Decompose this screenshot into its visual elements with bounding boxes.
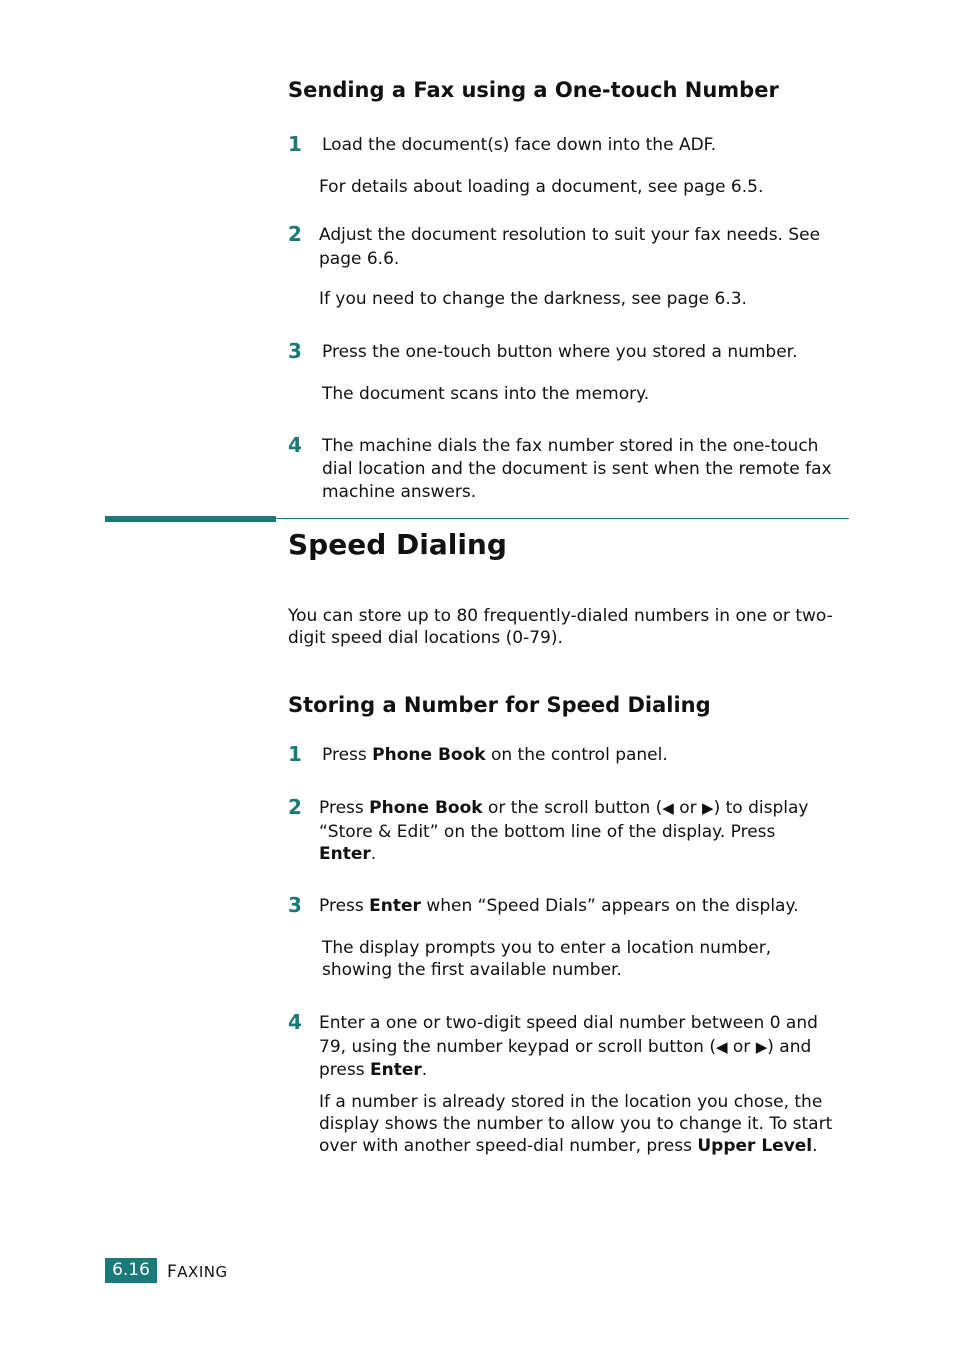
step-text: machine answers. xyxy=(322,482,477,502)
step-note: showing the first available number. xyxy=(322,960,622,980)
step-number: 4 xyxy=(288,433,302,457)
section-rule-thick xyxy=(105,516,276,522)
step-text: Press Enter when “Speed Dials” appears on the display. xyxy=(319,896,799,916)
step-text: Press Phone Book on the control panel. xyxy=(322,745,668,765)
step-note: The document scans into the memory. xyxy=(322,384,650,404)
left-arrow-icon: ◀ xyxy=(715,1038,728,1056)
step-number: 1 xyxy=(288,132,302,156)
step-text: Enter. xyxy=(319,844,377,864)
right-arrow-icon: ▶ xyxy=(755,1038,768,1056)
step-number: 3 xyxy=(288,339,302,363)
chapter-label: FAXING xyxy=(167,1262,228,1282)
step-number: 2 xyxy=(288,795,302,819)
step-text: Adjust the document resolution to suit your fax needs. See xyxy=(319,225,821,245)
step-text: Press Phone Book or the scroll button (◀ or ▶) to display xyxy=(319,798,809,818)
step-text: Enter a one or two-digit speed dial number between 0 and xyxy=(319,1013,818,1033)
page-title: Speed Dialing xyxy=(288,528,507,561)
step-number: 1 xyxy=(288,742,302,766)
step-text: 79, using the number keypad or scroll button (◀ or ▶) and xyxy=(319,1037,812,1057)
step-note: For details about loading a document, see page 6.5. xyxy=(319,177,764,197)
section-heading-storing: Storing a Number for Speed Dialing xyxy=(288,693,711,717)
intro-text: You can store up to 80 frequently-dialed numbers in one or two- xyxy=(288,606,833,626)
step-note: If you need to change the darkness, see page 6.3. xyxy=(319,289,747,309)
step-text: The machine dials the fax number stored in the one-touch xyxy=(322,436,819,456)
step-text: press Enter. xyxy=(319,1060,428,1080)
step-number: 3 xyxy=(288,893,302,917)
step-text: “Store & Edit” on the bottom line of the display. Press xyxy=(319,822,776,842)
left-arrow-icon: ◀ xyxy=(662,799,674,817)
step-note: over with another speed-dial number, press Upper Level. xyxy=(319,1136,818,1156)
step-text: dial location and the document is sent when the remote fax xyxy=(322,459,832,479)
section-rule-thin xyxy=(276,518,849,519)
step-note: The display prompts you to enter a location number, xyxy=(322,938,772,958)
step-text: page 6.6. xyxy=(319,249,400,269)
step-note: display shows the number to allow you to change it. To start xyxy=(319,1114,833,1134)
step-text: Press the one-touch button where you stored a number. xyxy=(322,342,798,362)
step-number: 4 xyxy=(288,1010,302,1034)
step-number: 2 xyxy=(288,222,302,246)
intro-text: digit speed dial locations (0-79). xyxy=(288,628,563,648)
step-text: Load the document(s) face down into the ADF. xyxy=(322,135,717,155)
section-heading-one-touch: Sending a Fax using a One-touch Number xyxy=(288,78,779,102)
step-note: If a number is already stored in the location you chose, the xyxy=(319,1092,823,1112)
page-number-badge: 6.16 xyxy=(105,1258,157,1283)
right-arrow-icon: ▶ xyxy=(702,799,714,817)
